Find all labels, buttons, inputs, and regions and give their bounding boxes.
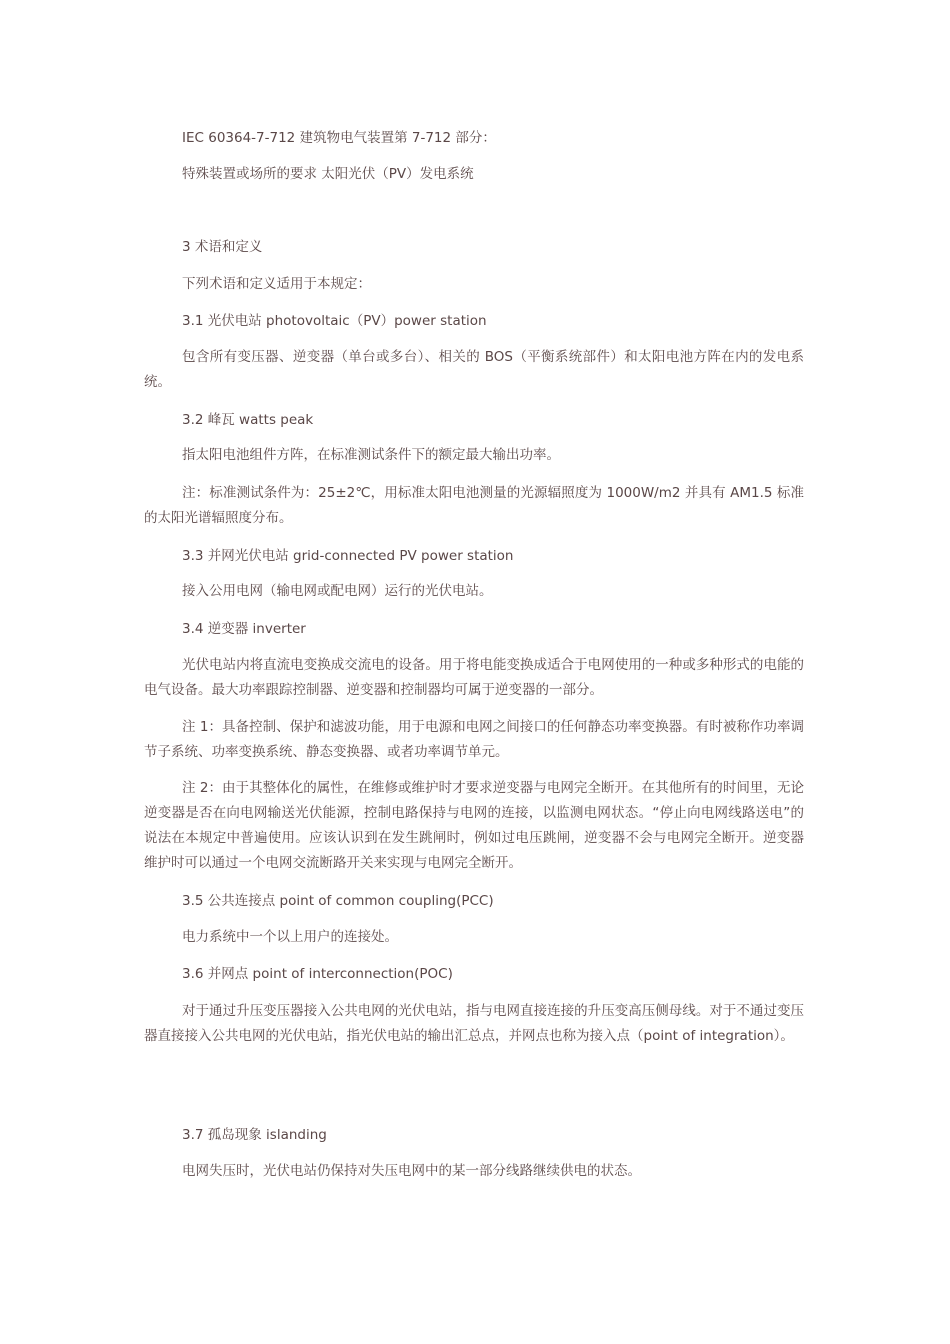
term-3-4-note-2: 注 2：由于其整体化的属性，在维修或维护时才要求逆变器与电网完全断开。在其他所有的时间里，无论逆变器是否在向电网输送光伏能源，控制电路保持与电网的连接，以监测电网状态。“停止向电网线路送电”的说法在本规定中普遍使用。应该认识到在发生跳闸时，例如过电压跳闸，逆变器不会与电网完全断开。逆变器维护时可以通过一个电网交流断路开关来实现与电网完全断开。	[144, 780, 804, 871]
term-3-1-definition: 包含所有变压器、逆变器（单台或多台）、相关的 BOS（平衡系统部件）和太阳电池方阵在内的发电系统。	[144, 349, 804, 390]
term-3-5-definition: 电力系统中一个以上用户的连接处。	[182, 929, 398, 945]
term-3-7-heading: 3.7 孤岛现象 islanding	[182, 1127, 327, 1143]
section-intro: 下列术语和定义适用于本规定：	[182, 276, 371, 292]
term-3-2-heading: 3.2 峰瓦 watts peak	[182, 412, 314, 428]
term-3-6-definition: 对于通过升压变压器接入公共电网的光伏电站，指与电网直接连接的升压变高压侧母线。对于不通过变压器直接接入公共电网的光伏电站，指光伏电站的输出汇总点，并网点也称为接入点（point of integration）。	[144, 1003, 804, 1044]
term-3-6-heading: 3.6 并网点 point of interconnection(POC)	[182, 966, 453, 982]
term-3-4-heading: 3.4 逆变器 inverter	[182, 621, 306, 637]
term-3-3-definition: 接入公用电网（输电网或配电网）运行的光伏电站。	[182, 583, 493, 599]
section-heading: 3 术语和定义	[182, 239, 263, 255]
document-title-line: 特殊装置或场所的要求 太阳光伏（PV）发电系统	[182, 166, 474, 182]
term-3-2-definition: 指太阳电池组件方阵，在标准测试条件下的额定最大输出功率。	[182, 447, 560, 463]
term-3-5-heading: 3.5 公共连接点 point of common coupling(PCC)	[182, 893, 494, 909]
standard-reference-line: IEC 60364-7-712 建筑物电气装置第 7-712 部分：	[182, 130, 496, 146]
term-3-7-definition: 电网失压时，光伏电站仍保持对失压电网中的某一部分线路继续供电的状态。	[182, 1163, 641, 1179]
term-3-2-note: 注：标准测试条件为：25±2℃，用标准太阳电池测量的光源辐照度为 1000W/m2 并具有 AM1.5 标准的太阳光谱辐照度分布。	[144, 485, 804, 526]
term-3-3-heading: 3.3 并网光伏电站 grid-connected PV power station	[182, 548, 514, 564]
term-3-4-note-1: 注 1：具备控制、保护和滤波功能，用于电源和电网之间接口的任何静态功率变换器。有时被称作功率调节子系统、功率变换系统、静态变换器、或者功率调节单元。	[144, 719, 804, 760]
term-3-4-definition: 光伏电站内将直流电变换成交流电的设备。用于将电能变换成适合于电网使用的一种或多种形式的电能的电气设备。最大功率跟踪控制器、逆变器和控制器均可属于逆变器的一部分。	[144, 657, 804, 698]
term-3-1-heading: 3.1 光伏电站 photovoltaic（PV）power station	[182, 313, 487, 329]
